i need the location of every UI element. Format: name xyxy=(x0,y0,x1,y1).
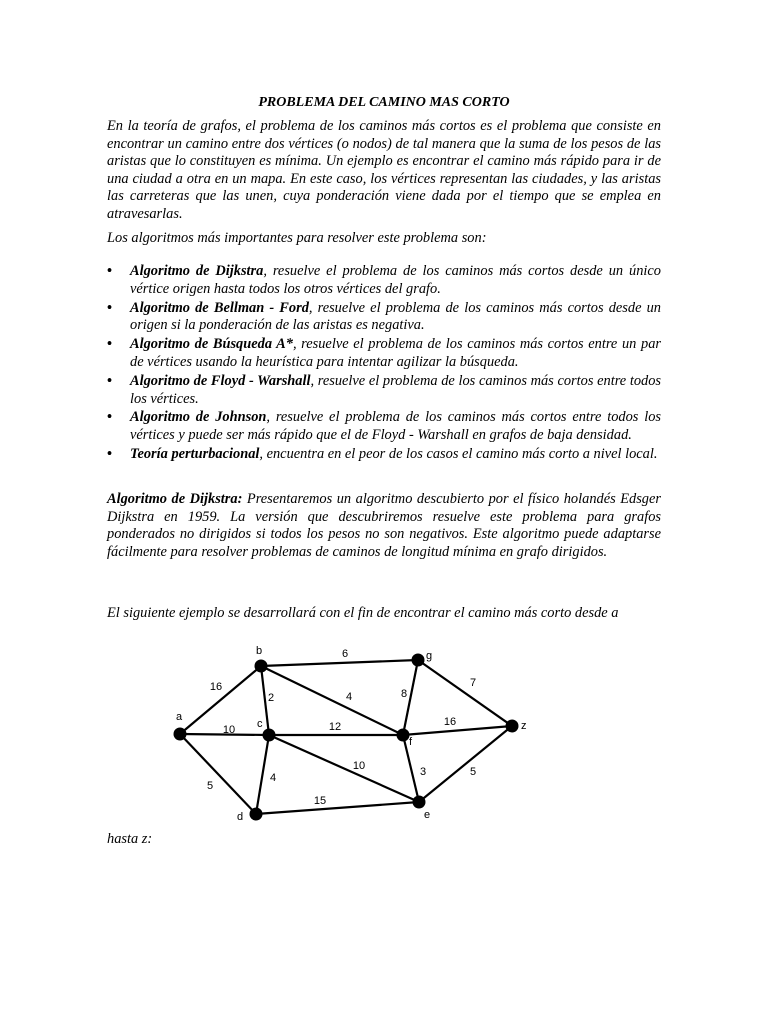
bullet-icon: • xyxy=(107,372,113,389)
graph-edge-b-g xyxy=(261,660,418,666)
node-label-a: a xyxy=(176,711,183,723)
graph-node-f xyxy=(397,729,410,742)
algorithm-name: Algoritmo de Johnson xyxy=(130,409,267,426)
algorithm-name: Teoría perturbacional xyxy=(130,445,260,462)
algorithm-name: Algoritmo de Floyd - Warshall xyxy=(130,372,311,389)
bullet-icon: • xyxy=(107,445,113,462)
document-title: PROBLEMA DEL CAMINO MAS CORTO xyxy=(258,95,510,110)
node-label-c: c xyxy=(257,718,263,730)
graph-edge-d-e xyxy=(256,802,419,814)
bullet-icon: • xyxy=(107,299,113,316)
graph-edge-g-z xyxy=(418,660,512,726)
edge-weight-label: 5 xyxy=(469,766,477,778)
algorithm-desc: , resuelve el problema de los caminos más cortos entre todos los vértices y puede ser más rápido que el de Floyd - Warshall en grafos de baja densidad. xyxy=(130,409,661,444)
edge-weight-label: 16 xyxy=(443,716,457,728)
edge-weight-label: 3 xyxy=(419,766,427,778)
graph-node-e xyxy=(413,796,426,809)
edge-weight-label: 2 xyxy=(267,692,275,704)
algorithm-name: Algoritmo de Bellman - Ford xyxy=(130,299,309,316)
edge-weight-label: 10 xyxy=(352,760,366,772)
edge-weight-label: 8 xyxy=(400,688,408,700)
node-label-z: z xyxy=(521,720,527,732)
bullet-icon: • xyxy=(107,409,113,426)
node-label-e: e xyxy=(424,809,431,821)
algorithm-desc: , resuelve el problema de los caminos más cortos desde un único vértice origen hasta todos los otros vértices del grafo. xyxy=(130,263,661,297)
graph-node-a xyxy=(174,728,187,741)
graph-edge-c-d xyxy=(256,735,269,814)
dijkstra-label: Algoritmo de Dijkstra: xyxy=(107,491,243,507)
graph-node-z xyxy=(506,720,519,733)
algorithm-name: Algoritmo de Búsqueda A* xyxy=(130,336,293,353)
bullet-icon: • xyxy=(107,263,113,279)
graph-edge-a-b xyxy=(180,666,261,734)
node-label-f: f xyxy=(409,736,413,748)
graph-node-g xyxy=(412,654,425,667)
example-end: hasta z: xyxy=(107,831,153,847)
algorithms-intro: Los algoritmos más importantes para resolver este problema son: xyxy=(107,230,487,246)
edge-weight-label: 5 xyxy=(206,780,214,792)
algorithm-desc: , encuentra en el peor de los casos el camino más corto a nivel local. xyxy=(259,445,658,462)
algorithm-desc: , resuelve el problema de los caminos más cortos entre un par de vértices usando la heurística para intentar agilizar la búsqueda. xyxy=(130,336,661,370)
edge-weight-label: 10 xyxy=(222,724,236,736)
intro-paragraph: En la teoría de grafos, el problema de los caminos más cortos es el problema que consiste en encontrar un camino entre dos vértices (o nodos) de tal manera que la suma de los pesos de las aristas que lo constituyen es mínima. Un ejemplo es encontrar el camino más rápido para ir de una ciudad a otra en un mapa. En este caso, los vértices representan las ciudades, y las aristas las carreteras que las unen, cuya ponderación viene dada por el tiempo que se emplea en atravesarlas. xyxy=(107,118,661,222)
algorithm-name: Algoritmo de Dijkstra xyxy=(130,263,264,279)
algorithm-desc: , resuelve el problema de los caminos más cortos entre todos los vértices. xyxy=(130,372,662,407)
node-label-b: b xyxy=(256,645,263,657)
graph-edge-f-z xyxy=(403,726,512,735)
graph-edge-e-z xyxy=(419,726,512,802)
edge-weight-label: 12 xyxy=(328,721,342,733)
graph-edge-c-e xyxy=(269,735,419,802)
graph-node-c xyxy=(263,729,276,742)
graph-edge-a-d xyxy=(180,734,256,814)
graph-node-d xyxy=(250,808,263,821)
edge-weight-label: 16 xyxy=(209,681,223,693)
example-paragraph: El siguiente ejemplo se desarrollará con el fin de encontrar el camino más corto desde a xyxy=(107,605,619,621)
node-label-d: d xyxy=(237,811,244,823)
edge-weight-label: 4 xyxy=(269,772,277,784)
edge-weight-label: 4 xyxy=(345,691,353,703)
edge-weight-label: 6 xyxy=(341,648,349,660)
node-label-g: g xyxy=(426,650,433,662)
bullet-icon: • xyxy=(107,336,113,353)
dijkstra-text: Presentaremos un algoritmo descubierto por el físico holandés Edsger Dijkstra en 1959. La versión que descubriremos resuelve este problema para grafos ponderados no dirigidos si todos los pesos no son negativos. Este algoritmo puede adaptarse fácilmente para resolver problemas de caminos de longitud mínima en grafo dirigidos. xyxy=(107,491,661,560)
edge-weight-label: 7 xyxy=(469,677,477,689)
graph-node-b xyxy=(255,660,268,673)
algorithm-desc: , resuelve el problema de los caminos más cortos desde un origen si la ponderación de las aristas es negativa. xyxy=(130,299,662,334)
edge-weight-label: 15 xyxy=(313,795,327,807)
